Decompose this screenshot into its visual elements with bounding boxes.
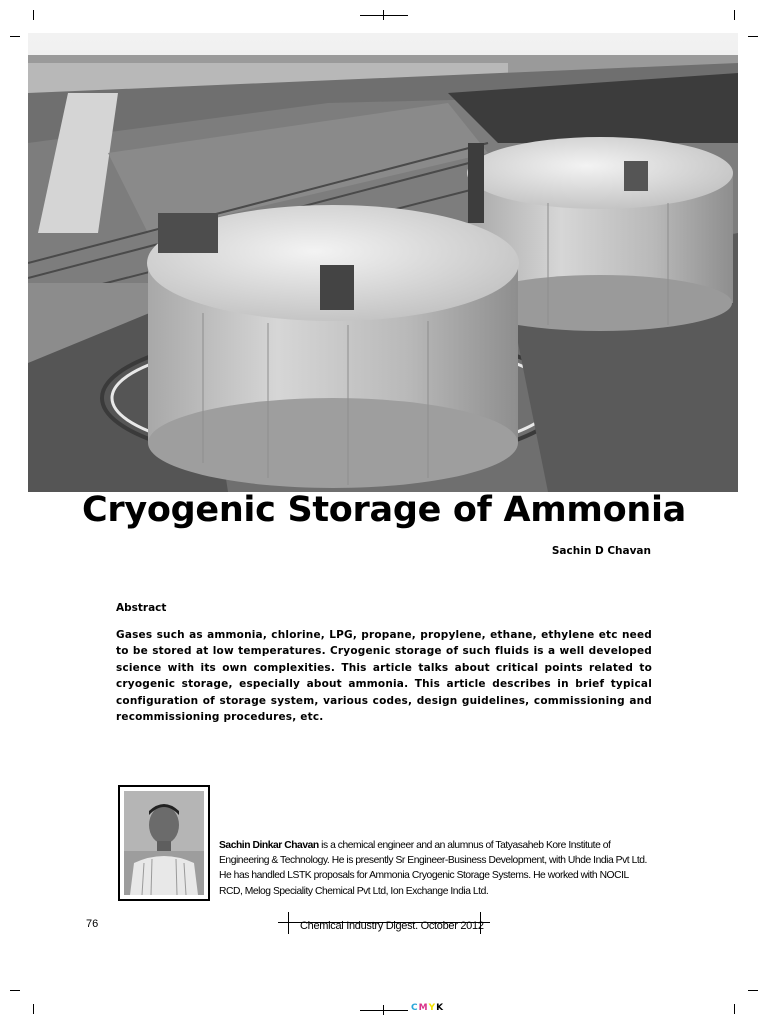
cmyk-color-bar [411, 1003, 444, 1013]
cmyk-c: C [411, 1003, 419, 1013]
registration-mark-top [360, 15, 408, 16]
article-title: Cryogenic Storage of Ammonia [82, 490, 686, 530]
crop-mark-bottom-left-h [10, 990, 20, 991]
footer-publication: Chemical Industry Digest. October 2012 [300, 920, 484, 932]
crop-mark-top-left-h [10, 36, 20, 37]
author-bio [219, 838, 653, 899]
footer-tick-left [288, 912, 289, 934]
storage-tanks-photo [28, 33, 738, 492]
abstract-heading: Abstract [116, 602, 167, 614]
crop-mark-bottom-right-h [748, 990, 758, 991]
crop-mark-bottom-left [33, 1004, 34, 1014]
crop-mark-top-left [33, 10, 34, 20]
author-photo [118, 785, 210, 901]
cmyk-y: Y [428, 1003, 437, 1013]
crop-mark-top-right-h [748, 36, 758, 37]
registration-mark-bottom-v [383, 1005, 384, 1015]
crop-mark-top-right [734, 10, 735, 20]
article-author: Sachin D Chavan [551, 545, 651, 557]
author-bio-name: Sachin Dinkar Chavan [219, 840, 319, 851]
cmyk-k: K [436, 1003, 445, 1013]
cmyk-m: M [418, 1003, 429, 1013]
registration-mark-top-v [383, 10, 384, 20]
registration-mark-bottom [360, 1010, 408, 1011]
crop-mark-bottom-right [734, 1004, 735, 1014]
author-bio-text: is a chemical engineer and an alumnus of Tatyasaheb Kore Institute of Engineering & Technology. He is presently Sr Engineer-Business Development, with Uhde India Pvt Ltd. He has handled LSTK proposals for Ammonia Cryogenic Storage Systems. He worked with NOCIL RCD, Melog Speciality Chemical Pvt Ltd, Ion Exchange India Ltd. [219, 840, 647, 897]
abstract-text: Gases such as ammonia, chlorine, LPG, propane, propylene, ethane, ethylene etc need to be stored at low temperatures. Cryogenic storage of such fluids is a well developed science with its own complexities. This article talks about critical points related to cryogenic storage, especially about ammonia. This article describes in brief typical configuration of storage system, various codes, design guidelines, commissioning and recommissioning procedures, etc. [116, 629, 652, 724]
page-number: 76 [86, 918, 99, 930]
